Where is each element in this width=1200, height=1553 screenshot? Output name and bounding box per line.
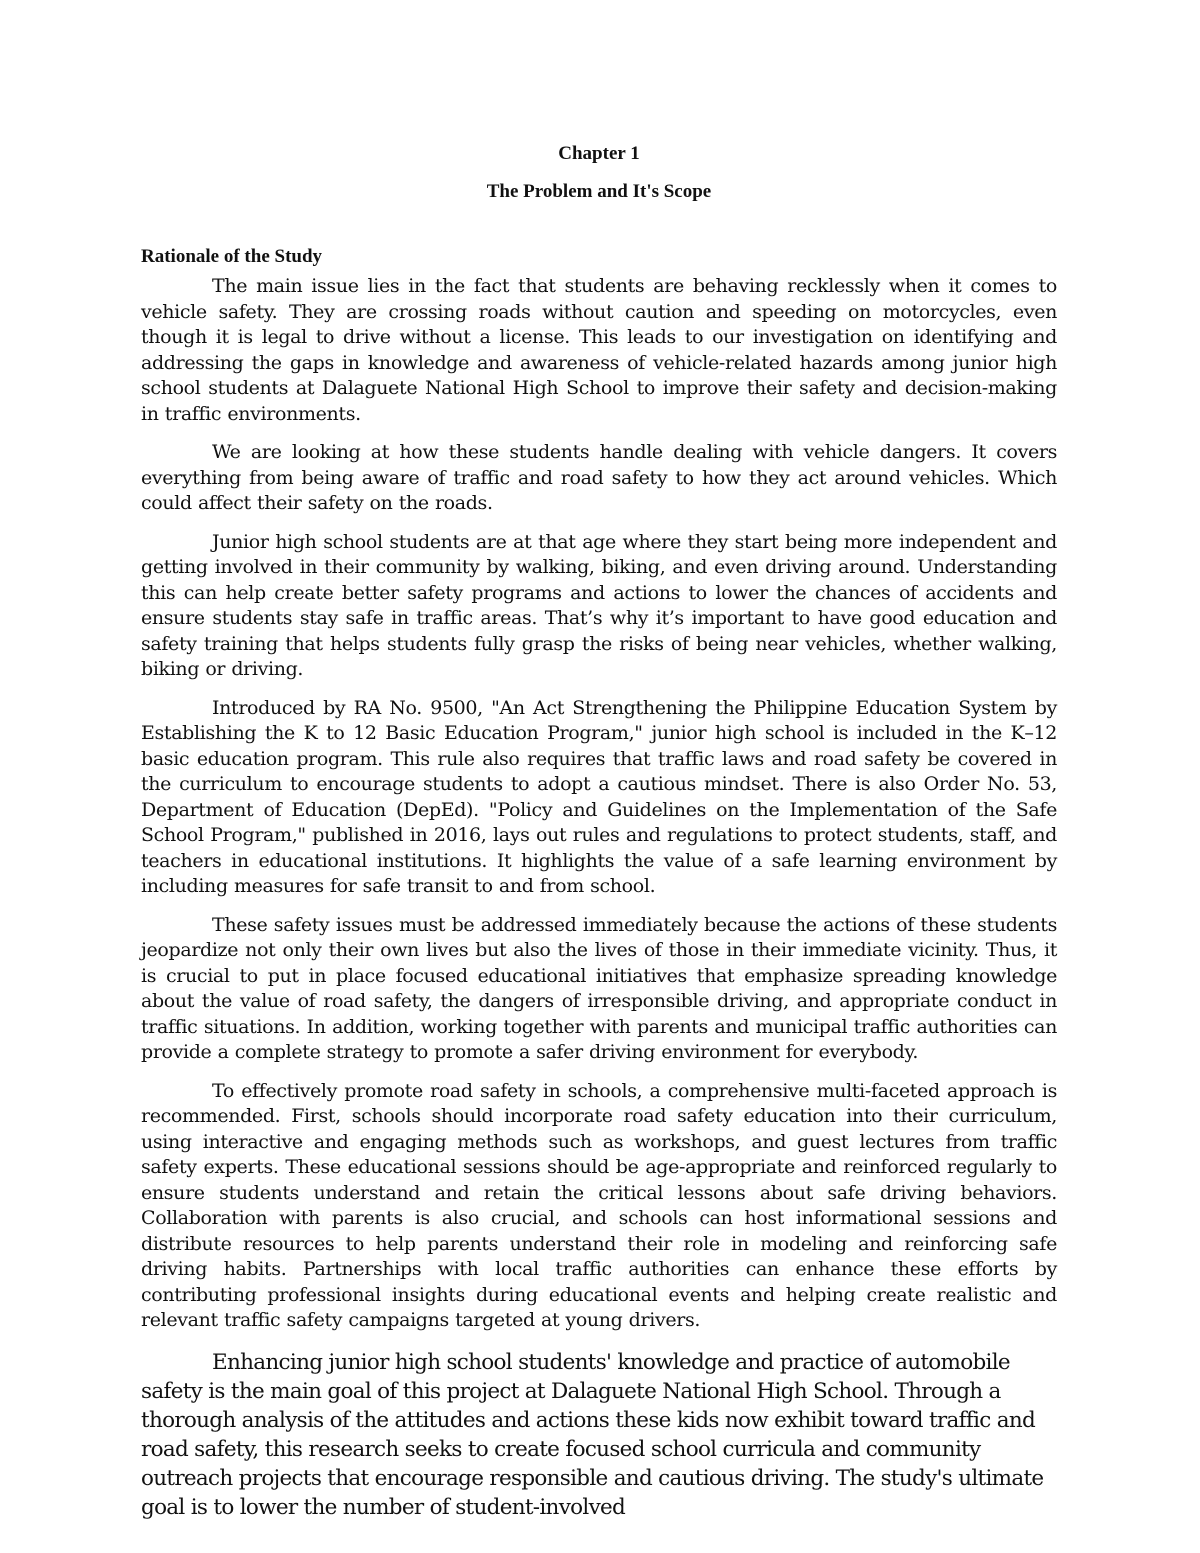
chapter-subtitle: The Problem and It's Scope — [486, 181, 712, 202]
paragraph: Junior high school students are at that age where they start being more independent and getting involved in their community by walking, biking, and even driving around. Understanding this can help create better safety programs and actions to lower the chances of accidents and ensure students stay safe in traffic areas. That’s why it’s important to have good education and safety training that helps students fully grasp the risks of being near vehicles, whether walking, biking or driving. — [141, 530, 1057, 680]
section-heading: Rationale of the Study — [141, 246, 323, 267]
paragraph: These safety issues must be addressed immediately because the actions of these students jeopardize not only their own lives but also the lives of those in their immediate vicinity. Thus, it is crucial to put in place focused educational initiatives that emphasize spreading knowledge about the value of road safety, the dangers of irresponsible driving, and appropriate conduct in traffic situations. In addition, working together with parents and municipal traffic authorities can provide a complete strategy to promote a safer driving environment for everybody. — [141, 913, 1057, 1063]
paragraph: The main issue lies in the fact that students are behaving recklessly when it comes to vehicle safety. They are crossing roads without caution and speeding on motorcycles, even though it is legal to drive without a license. This leads to our investigation on identifying and addressing the gaps in knowledge and awareness of vehicle-related hazards among junior high school students at Dalaguete National High School to improve their safety and decision-making in traffic environments. — [141, 275, 1057, 425]
paragraph: To effectively promote road safety in schools, a comprehensive multi-faceted approach is recommended. First, schools should incorporate road safety education into their curriculum, using interactive and engaging methods such as workshops, and guest lectures from traffic safety experts. These educational sessions should be age-appropriate and reinforced regularly to ensure students understand and retain the critical lessons about safe driving behaviors. Collaboration with parents is also crucial, and schools can host informational sessions and distribute resources to help parents understand their role in modeling and reinforcing safe driving habits. Partnerships with local traffic authorities can enhance these efforts by contributing professional insights during educational events and helping create realistic and relevant traffic safety campaigns targeted at young drivers. — [141, 1079, 1057, 1331]
document-page — [141, 140, 1057, 1522]
chapter-title: Chapter 1 — [558, 143, 640, 164]
paragraph: Introduced by RA No. 9500, "An Act Strengthening the Philippine Education System by Establishing the K to 12 Basic Education Program," junior high school is included in the K–12 basic education program. This rule also requires that traffic laws and road safety be covered in the curriculum to encourage students to adopt a cautious mindset. There is also Order No. 53, Department of Education (DepEd). "Policy and Guidelines on the Implementation of the Safe School Program," published in 2016, lays out rules and regulations to protect students, staff, and teachers in educational institutions. It highlights the value of a safe learning environment by including measures for safe transit to and from school. — [141, 696, 1057, 897]
paragraph: We are looking at how these students handle dealing with vehicle dangers. It covers everything from being aware of traffic and road safety to how they act around vehicles. Which could affect their safety on the roads. — [141, 441, 1057, 514]
paragraph-final: Enhancing junior high school students' knowledge and practice of automobile safety is the main goal of this project at Dalaguete National High School. Through a thorough analysis of the attitudes and actions these kids now exhibit toward traffic and road safety, this research seeks to create focused school curricula and community outreach projects that encourage responsible and cautious driving. The study's ultimate goal is to lower the number of student-involved — [141, 1349, 1044, 1520]
